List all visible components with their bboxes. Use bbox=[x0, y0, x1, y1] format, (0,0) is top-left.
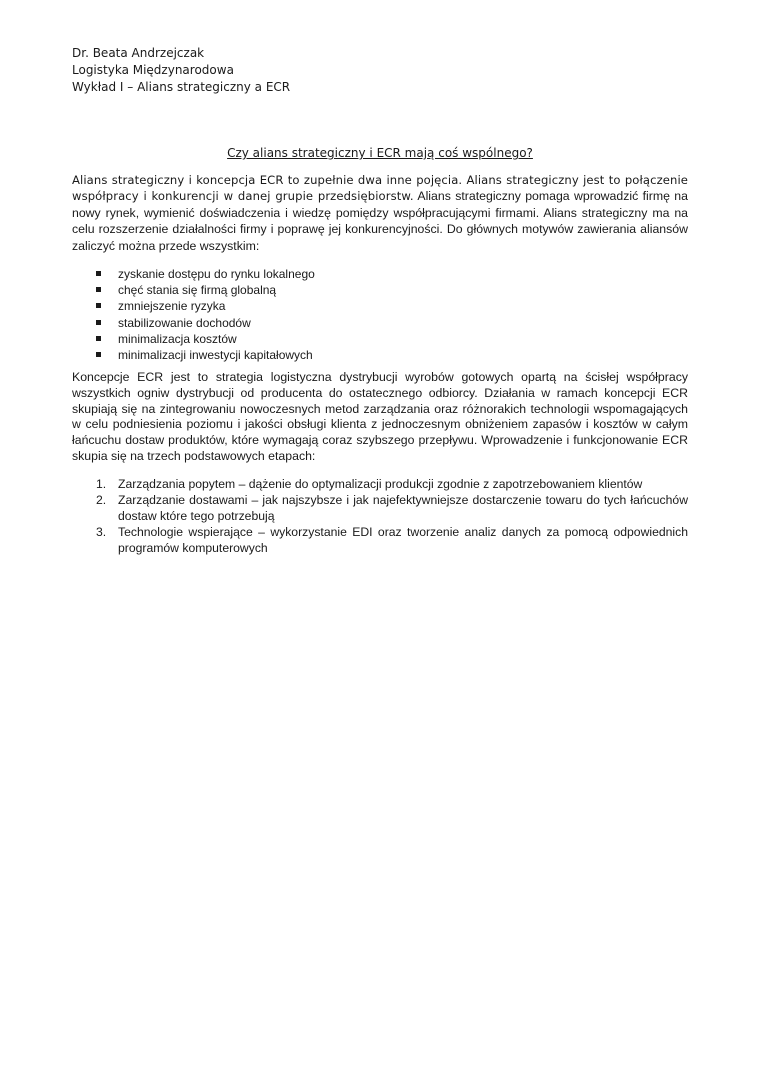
list-item-number: 3. bbox=[96, 525, 107, 539]
square-bullet-icon bbox=[96, 352, 101, 357]
motives-list bbox=[92, 266, 315, 363]
intro-paragraph-part2: Alians strategiczny pomaga wprowadzić firmę na nowy rynek, wymienić doświadczenia i wiedzę pomiędzy współpracującymi firmami. Alians strategiczny ma na celu rozszerzenie działalności firmy i poprawę jej konkurencyjności. Do głównych motywów zawierania aliansów zaliczyć można przede wszystkim: bbox=[72, 189, 688, 253]
list-item-text: zyskanie dostępu do rynku lokalnego bbox=[118, 267, 315, 281]
list-item bbox=[92, 331, 315, 347]
list-item-text: Zarządzanie dostawami – jak najszybsze i jak najefektywniejsze dostarczenie towaru do tych łańcuchów dostaw które tego potrzebują bbox=[118, 493, 688, 523]
list-item-text: zmniejszenie ryzyka bbox=[118, 299, 226, 314]
list-item-text: Technologie wspierające – wykorzystanie EDI oraz tworzenie analiz danych za pomocą odpowiednich programów komputerowych bbox=[118, 525, 688, 555]
list-item bbox=[92, 282, 315, 298]
list-item-text: chęć stania się firmą globalną bbox=[118, 283, 277, 298]
intro-paragraph bbox=[72, 172, 688, 254]
square-bullet-icon bbox=[96, 303, 101, 308]
document-title: Czy alians strategiczny i ECR mają coś wspólnego? bbox=[227, 146, 533, 160]
ecr-paragraph: Koncepcje ECR jest to strategia logistyczna dystrybucji wyrobów gotowych opartą na ścisłej współpracy wszystkich ogniw dystrybucji od producenta do ostatecznego odbiorcy. Działania w ramach koncepcji ECR skupiają się na zintegrowaniu nowoczesnych metod zarządzania oraz różnorakich technologii wspomagających w celu podniesienia poziomu i jakości obsługi klienta z jednoczesnym obniżeniem zapasów i kosztów w całym łańcuchu dostaw produktów, które wymagają coraz szybszego przepływu. Wprowadzenie i funkcjonowanie ECR skupia się na trzech podstawowych etapach: bbox=[72, 370, 688, 463]
list-item-text: Zarządzania popytem – dążenie do optymalizacji produkcji zgodnie z zapotrzebowaniem klientów bbox=[118, 477, 643, 491]
list-item bbox=[92, 524, 688, 556]
square-bullet-icon bbox=[96, 336, 101, 341]
list-item bbox=[92, 347, 315, 363]
list-item bbox=[92, 476, 688, 492]
list-item-text: stabilizowanie dochodów bbox=[118, 315, 251, 330]
list-item bbox=[92, 315, 315, 331]
list-item-number: 2. bbox=[96, 493, 107, 507]
square-bullet-icon bbox=[96, 287, 101, 292]
list-item bbox=[92, 492, 688, 524]
list-item bbox=[92, 266, 315, 282]
lecture-title: Wykład I – Alians strategiczny a ECR bbox=[72, 80, 291, 94]
square-bullet-icon bbox=[96, 271, 101, 276]
list-item-text: minimalizacja kosztów bbox=[118, 331, 237, 346]
author-name: Dr. Beata Andrzejczak bbox=[72, 46, 205, 60]
square-bullet-icon bbox=[96, 320, 101, 325]
list-item bbox=[92, 298, 315, 314]
course-name: Logistyka Międzynarodowa bbox=[72, 63, 234, 77]
intro-paragraph-part1: Alians strategiczny i koncepcja ECR to zupełnie dwa inne pojęcia. Alians strategiczny jest to połączenie współpracy i konkurencji w danej grupie przedsiębiorstw. bbox=[72, 173, 688, 204]
list-item-text: minimalizacji inwestycji kapitałowych bbox=[118, 348, 313, 363]
list-item-number: 1. bbox=[96, 477, 107, 491]
document-header bbox=[72, 45, 290, 96]
ecr-stages-list bbox=[92, 476, 688, 556]
